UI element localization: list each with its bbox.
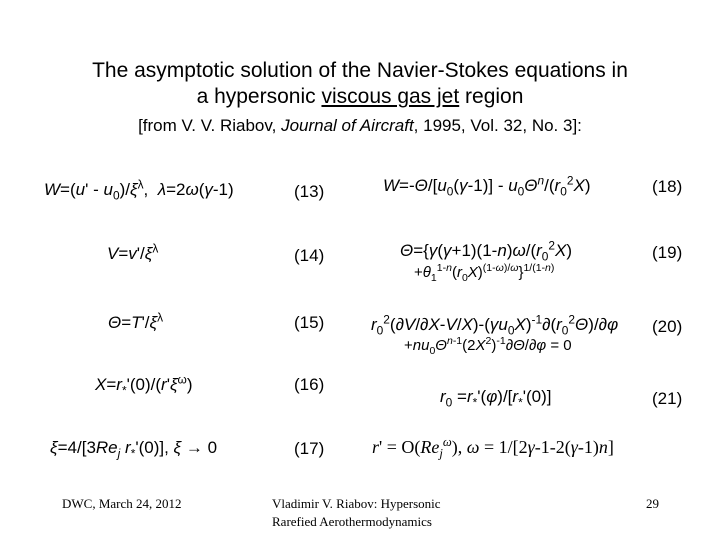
slide-title-line-1: The asymptotic solution of the Navier-Stokes equations in — [92, 59, 628, 82]
underlined-phrase: viscous gas jet — [321, 85, 460, 108]
asymptotic-radius-relation: $r' = O(Re_j^\omega)$, ω = 1/[2γ-1-2(γ-1)n] — [372, 435, 614, 461]
equation-number-18: (18) — [652, 177, 683, 196]
equation-13: $W=(u' - u_0)/\xi^\lambda$, λ=2ω(γ-1) — [44, 177, 234, 203]
equation-21: $r_0 =r_*'(\varphi)/[r_*'(0)]$ — [440, 387, 552, 410]
equation-14: $V=v'/\xi^\lambda$ — [107, 241, 159, 263]
footer-author-line-1: Vladimir V. Riabov: Hypersonic — [272, 496, 441, 511]
equation-19-line-2: $+\theta_1^{1-n}(r_0X)^{(1-\omega)/\omega}\}^{1/(1-n)}$ — [414, 262, 555, 284]
journal-name: Journal of Aircraft — [281, 116, 414, 135]
equation-number-13: (13) — [294, 182, 325, 201]
equation-number-14: (14) — [294, 246, 325, 265]
equation-15: $\Theta=T'/\xi^\lambda$ — [108, 310, 164, 332]
equation-number-20: (20) — [652, 317, 683, 336]
reference-citation: [from V. V. Riabov, Journal of Aircraft, 1995, Vol. 32, No. 3]: — [138, 116, 582, 135]
equation-number-15: (15) — [294, 313, 325, 332]
equation-16: $X=r_*'(0)/(r'\xi^\omega)$ — [95, 372, 193, 398]
equation-20-line-1: $r_0^2(\partial V/\partial X-V/X)-(\gamma u_0X)^{-1}\partial(r_0^2\Theta)/\partial\varphi$ — [371, 312, 619, 338]
equation-20-line-2: $+nu_0\Theta^{n-1}(2X^2)^{-1}\partial\Theta/\partial\varphi = 0$ — [404, 335, 572, 357]
footer-author-line-2: Rarefied Aerothermodynamics — [272, 514, 432, 529]
slide-title-line-2: a hypersonic viscous gas jet region — [196, 85, 524, 108]
equation-17: $\xi=4/[3Re_j$ $r_*'(0)$], ξ → 0 — [50, 438, 218, 461]
page-number: 29 — [646, 496, 659, 511]
footer-date: DWC, March 24, 2012 — [62, 496, 182, 511]
equation-19-line-1: $\Theta=\{\gamma(\gamma+1)(1-n)\omega/(r_0^2X)$ — [400, 238, 573, 264]
equation-18: $W=-\Theta/[u_0(\gamma-1)] - u_0\Theta^n/(r_0^2X)$ — [383, 173, 591, 199]
equation-number-21: (21) — [652, 389, 683, 408]
equation-number-17: (17) — [294, 439, 325, 458]
equation-number-19: (19) — [652, 243, 683, 262]
equation-number-16: (16) — [294, 375, 325, 394]
